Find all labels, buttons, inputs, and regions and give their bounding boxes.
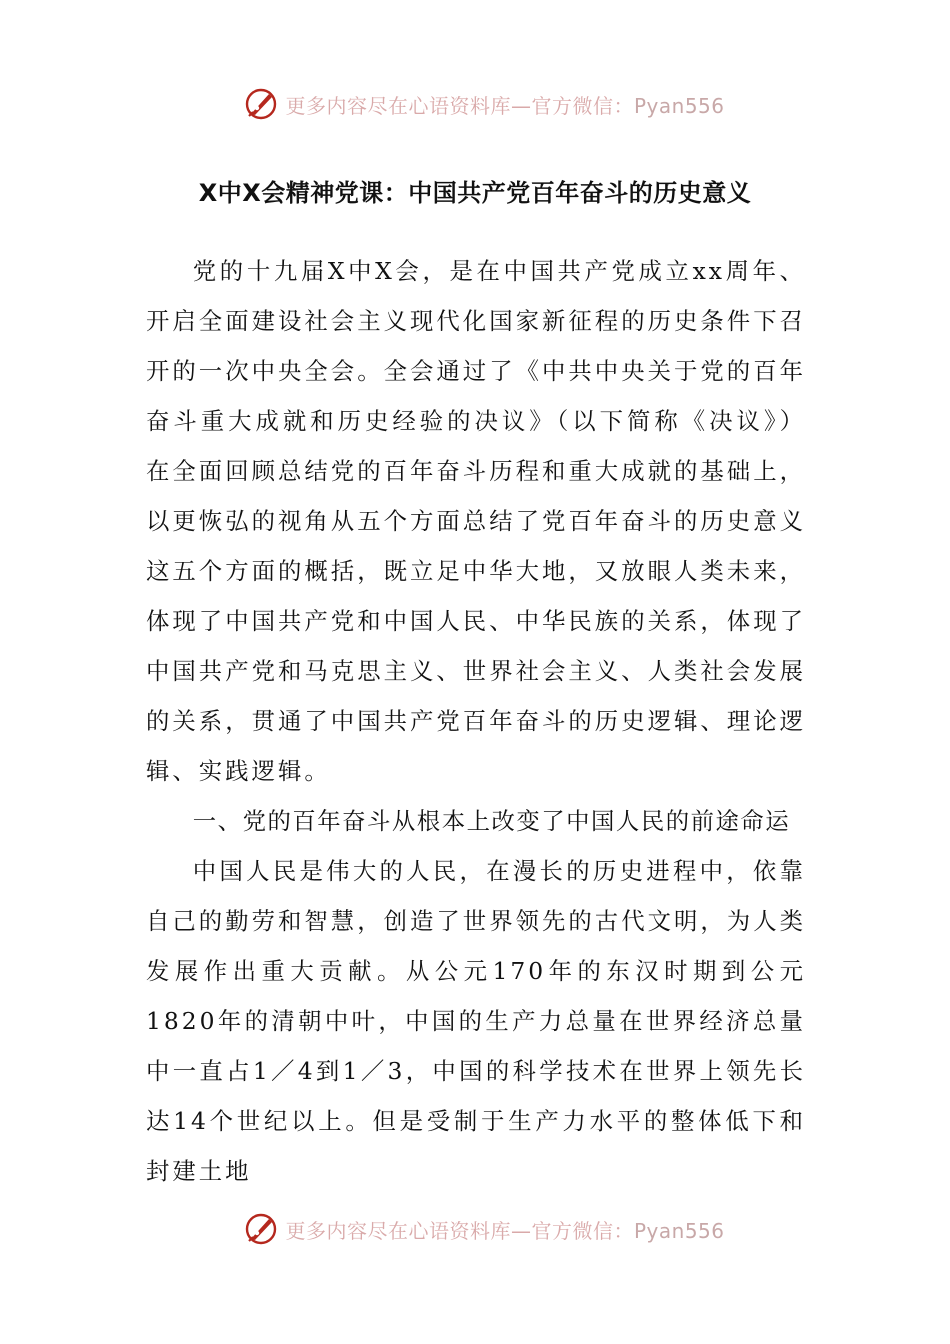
watermark-text (285, 90, 724, 119)
section-paragraph: 中国人民是伟大的人民，在漫长的历史进程中，依靠自己的勤劳和智慧，创造了世界领先的古代文明，为人类发展作出重大贡献。从公元170年的东汉时期到公元1820年的清朝中叶，中国的生产力总量在世界经济总量中一直占1／4到1／3，中国的科学技术在世界上领先长达14个世纪以上。但是受制于生产力水平的整体低下和封建土地 (146, 857, 806, 1185)
section-heading: 一、党的百年奋斗从根本上改变了中国人民的前途命运 (192, 807, 791, 835)
watermark-label: 更多内容尽在心语资料库—官方微信： (285, 93, 634, 118)
wechat-id: Pyan556 (633, 1218, 725, 1243)
header-watermark-banner (0, 84, 950, 124)
quill-logo-icon (243, 1211, 279, 1247)
watermark-text (285, 1215, 724, 1244)
intro-paragraph: 党的十九届X中X会，是在中国共产党成立xx周年、开启全面建设社会主义现代化国家新征程的历史条件下召开的一次中央全会。全会通过了《中共中央关于党的百年奋斗重大成就和历史经验的决议》（以下简称《决议》）在全面回顾总结党的百年奋斗历程和重大成就的基础上，以更恢弘的视角从五个方面总结了党百年奋斗的历史意义这五个方面的概括，既立足中华大地，又放眼人类未来，体现了中国共产党和中国人民、中华民族的关系，体现了中国共产党和马克思主义、世界社会主义、人类社会发展的关系，贯通了中国共产党百年奋斗的历史逻辑、理论逻辑、实践逻辑。 (146, 257, 806, 785)
quill-logo-icon (243, 86, 279, 122)
page-title: X中X会精神党课：中国共产党百年奋斗的历史意义 (198, 179, 752, 207)
wechat-id: Pyan556 (633, 93, 725, 118)
footer-watermark-banner (0, 1209, 950, 1249)
watermark-group (243, 1211, 724, 1247)
document-body (146, 246, 806, 1196)
watermark-group (243, 86, 724, 122)
watermark-label: 更多内容尽在心语资料库—官方微信： (285, 1218, 634, 1243)
